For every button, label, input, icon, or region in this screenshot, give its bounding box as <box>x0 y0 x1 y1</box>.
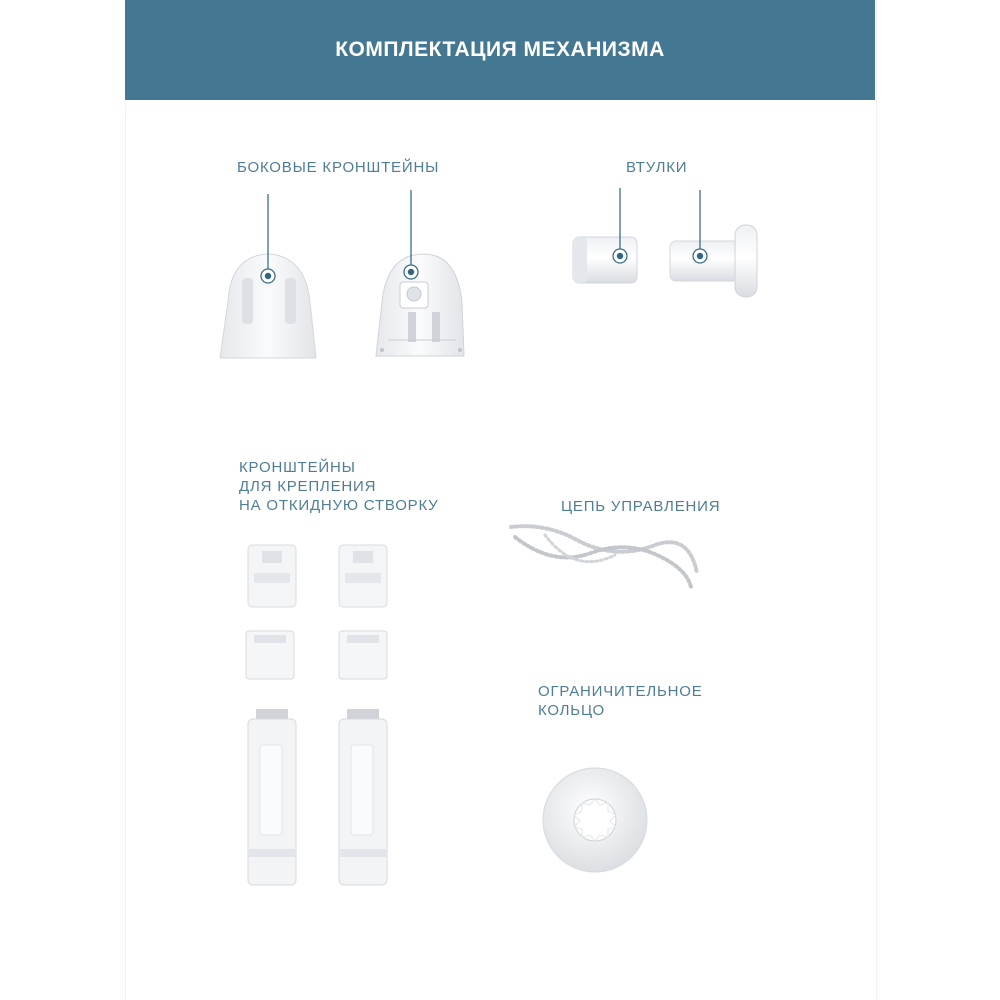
hinged-bracket-cap <box>246 631 294 679</box>
bushings-image <box>565 185 765 305</box>
header-banner <box>125 0 875 100</box>
hinged-brackets-label <box>239 458 439 515</box>
limiter-ring-label <box>538 682 703 720</box>
hinged-bracket-holder <box>339 709 387 885</box>
hinged-bracket-clip <box>248 545 296 607</box>
content-card <box>125 0 877 1000</box>
limiter-ring-label-line: КОЛЬЦО <box>538 702 605 719</box>
control-chain-label: ЦЕПЬ УПРАВЛЕНИЯ <box>561 498 721 515</box>
side-bracket-back <box>376 254 464 356</box>
limiter-ring-image <box>540 765 650 875</box>
limiter-ring-label-line: ОГРАНИЧИТЕЛЬНОЕ <box>538 683 703 700</box>
bushing-small <box>573 237 637 283</box>
hinged-bracket-clip <box>339 545 387 607</box>
hinged-bracket-holder <box>248 709 296 885</box>
page-title: КОМПЛЕКТАЦИЯ МЕХАНИЗМА <box>335 38 665 61</box>
hinged-brackets-label-line: НА ОТКИДНУЮ СТВОРКУ <box>239 497 439 514</box>
hinged-brackets-image <box>240 535 400 890</box>
side-brackets-label: БОКОВЫЕ КРОНШТЕЙНЫ <box>237 159 440 176</box>
side-brackets-image <box>210 190 480 370</box>
control-chain-image <box>505 515 705 595</box>
hinged-brackets-label-line: ДЛЯ КРЕПЛЕНИЯ <box>239 478 377 495</box>
bushings-label: ВТУЛКИ <box>626 159 688 176</box>
hinged-bracket-cap <box>339 631 387 679</box>
bushing-flanged <box>670 225 757 297</box>
hinged-brackets-label-line: КРОНШТЕЙНЫ <box>239 459 356 476</box>
